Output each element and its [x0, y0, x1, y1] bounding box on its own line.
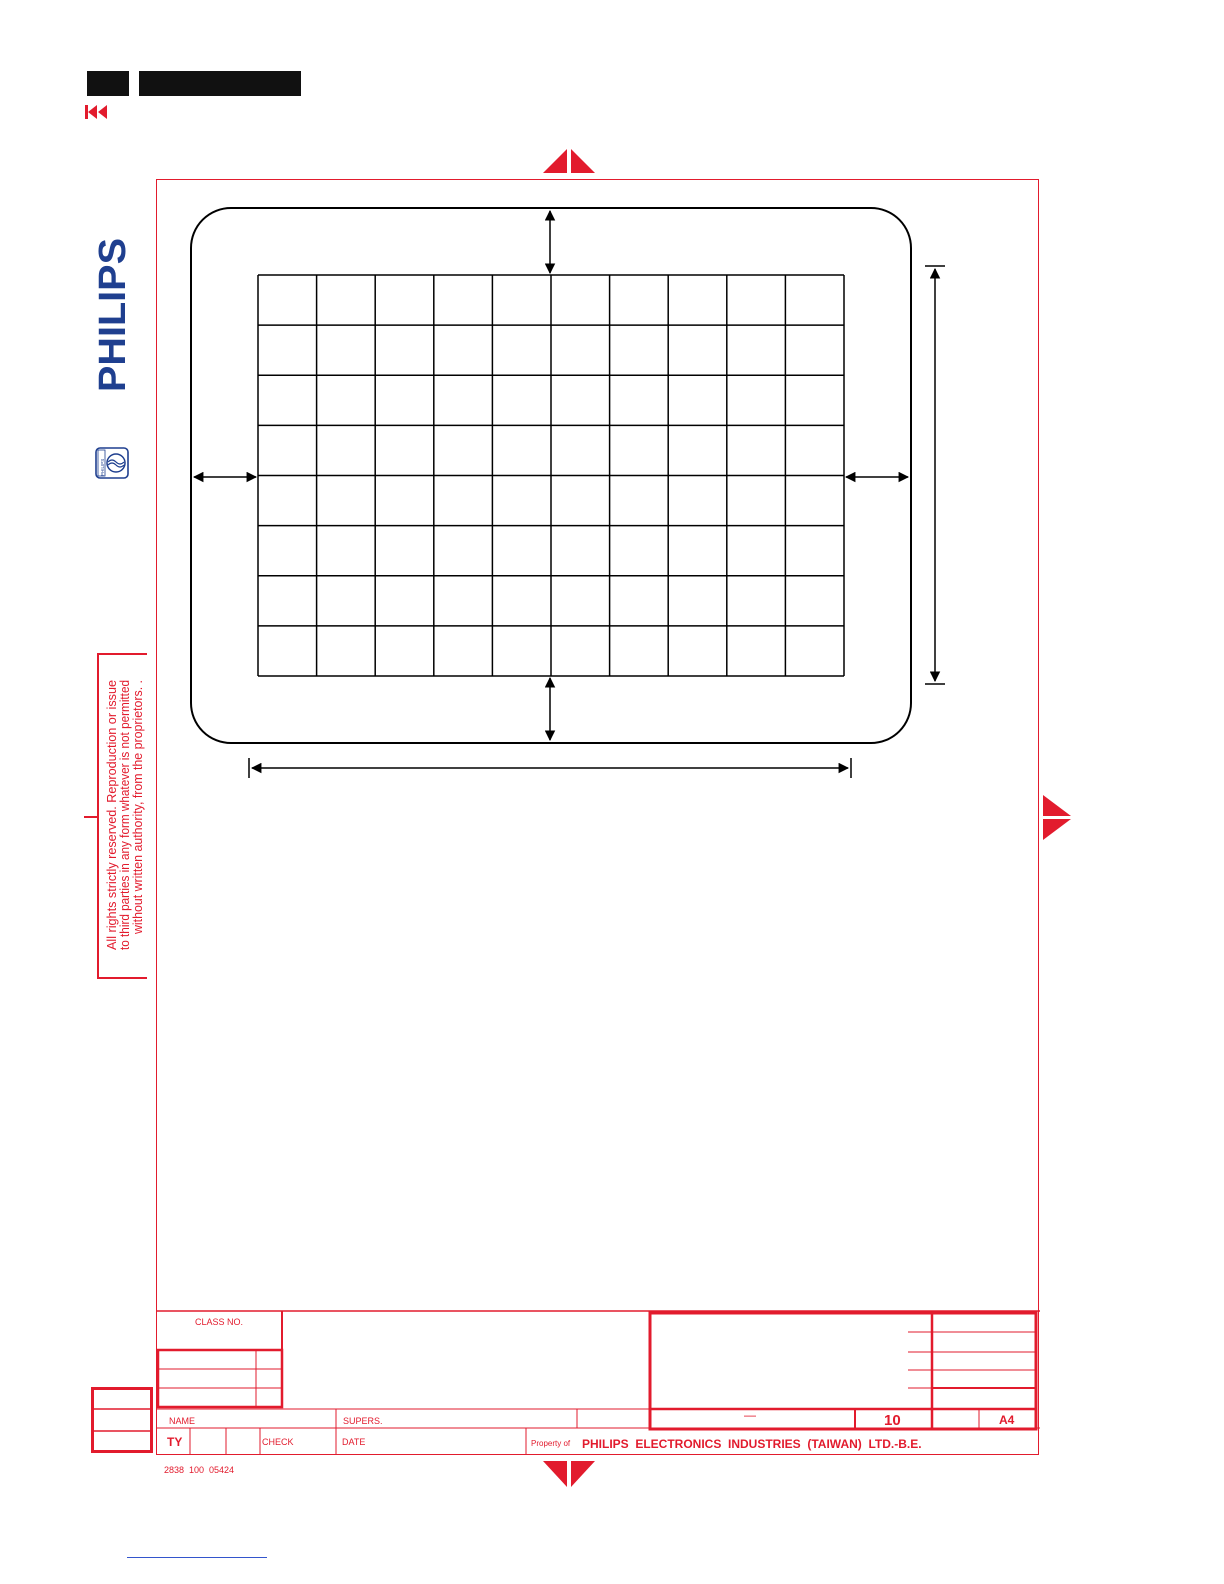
ty-label: TY: [167, 1435, 183, 1449]
philips-logo: [92, 235, 132, 395]
rewind-icon[interactable]: [84, 103, 110, 121]
dash-mark: —: [744, 1408, 756, 1422]
name-label: NAME: [169, 1416, 196, 1426]
class-no-label: CLASS NO.: [195, 1317, 244, 1327]
footer-link-line[interactable]: [127, 1557, 267, 1558]
paper-size: A4: [999, 1413, 1015, 1427]
prev-page-icon[interactable]: [543, 149, 597, 175]
side-stub-boxes: [91, 1387, 153, 1453]
rights-notice: [102, 650, 145, 972]
supers-label: SUPERS.: [343, 1416, 383, 1426]
rights-line-3: without written authority, from the proprietors. .: [130, 666, 145, 934]
property-of-label: Property of: [531, 1439, 571, 1448]
screen-outline-drawing: [150, 190, 970, 790]
fold-mark: [84, 816, 98, 818]
svg-text:PHILIPS: PHILIPS: [92, 244, 134, 392]
next-section-icon[interactable]: [1043, 795, 1073, 841]
header-block-left: [87, 71, 129, 96]
header-block-right: [139, 71, 301, 96]
document-number: 2838 100 05424: [164, 1465, 235, 1475]
title-block: [156, 1308, 1040, 1456]
rights-line-1: All rights strictly reserved. Reproduction or issue: [104, 671, 119, 950]
date-label: DATE: [342, 1437, 366, 1447]
company-name: PHILIPS ELECTRONICS INDUSTRIES (TAIWAN) LTD.-B.E.: [582, 1437, 922, 1451]
svg-text:PHILIPS: PHILIPS: [100, 458, 105, 476]
next-page-icon[interactable]: [543, 1461, 597, 1489]
check-label: CHECK: [262, 1437, 294, 1447]
sheet-number: 10: [884, 1412, 901, 1429]
rights-line-2: to third parties in any form whatever is not permitted: [117, 650, 132, 950]
philips-shield-icon: [94, 446, 130, 480]
crosshatch-grid: [258, 275, 844, 676]
